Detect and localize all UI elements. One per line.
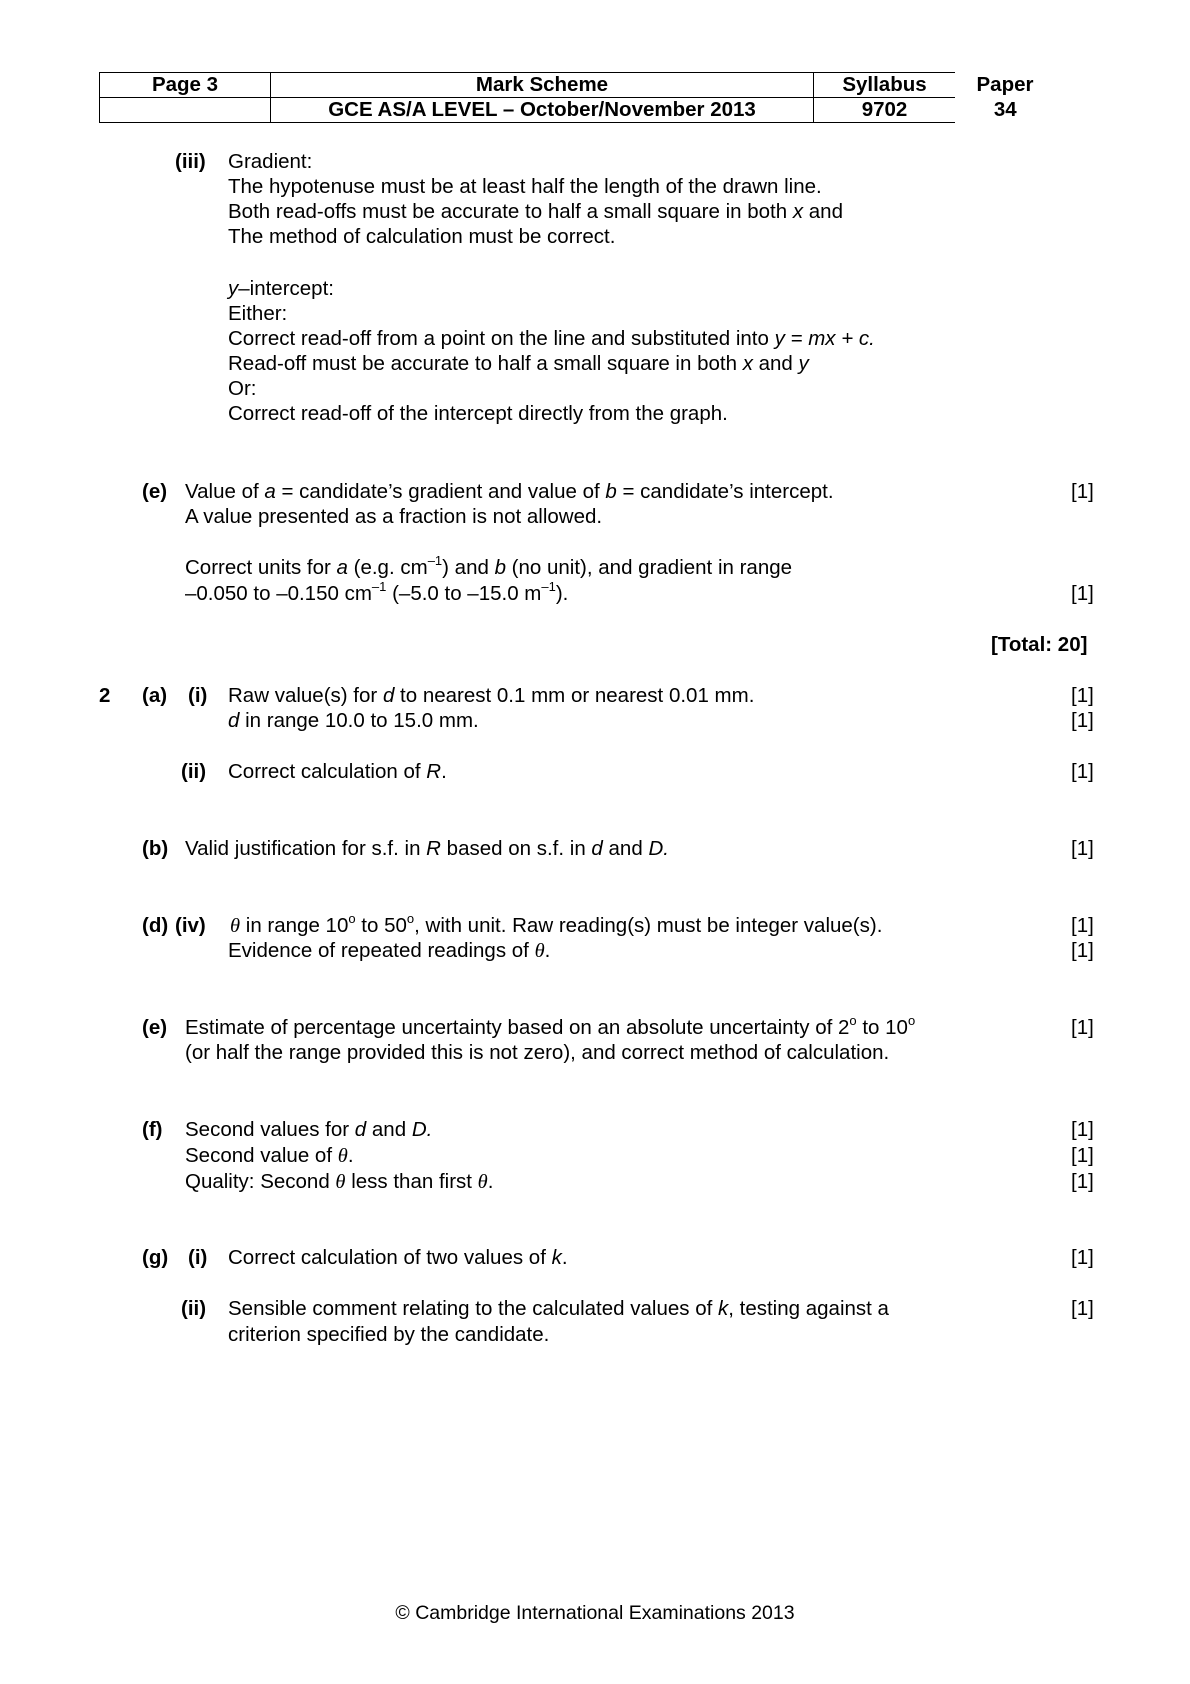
text-line: –0.050 to –0.150 $cm^{-1}$ (–5.0 to –15.0 $m^{-1}$). <box>185 579 569 605</box>
text-line: Correct read-off from a point on the line and substituted into y = mx + c. <box>228 327 875 350</box>
page-number: Page 3 <box>100 73 271 98</box>
paper-number: 34 <box>993 97 1017 121</box>
text-line: The method of calculation must be correct. <box>228 225 616 248</box>
mark: [1] <box>1071 1016 1094 1039</box>
text-line: Valid justification for s.f. in R based on s.f. in d and D. <box>185 837 669 860</box>
header-table <box>99 72 1056 123</box>
part-label: (b) <box>142 837 169 860</box>
syllabus-code: 9702 <box>814 98 956 123</box>
mark: [1] <box>1071 914 1094 937</box>
text-line: Correct units for a (e.g. $cm^{-1}$) and b (no unit), and gradient in range <box>185 553 793 579</box>
empty-cell <box>100 98 271 123</box>
text-line: Raw value(s) for d to nearest 0.1 mm or nearest 0.01 mm. <box>228 684 755 707</box>
text-line: (or half the range provided this is not zero), and correct method of calculation. <box>185 1041 890 1064</box>
part-label: (g) <box>142 1246 169 1269</box>
mark: [1] <box>1071 684 1094 707</box>
mark: [1] <box>1071 582 1094 605</box>
text-line: Second values for d and D. <box>185 1118 433 1141</box>
text-line: Or: <box>228 377 257 400</box>
mark: [1] <box>1071 837 1094 860</box>
exam-session: GCE AS/A LEVEL – October/November 2013 <box>271 98 814 123</box>
text-line: criterion specified by the candidate. <box>228 1323 550 1346</box>
text-line: The hypotenuse must be at least half the length of the drawn line. <box>228 175 822 198</box>
text-line: Both read-offs must be accurate to half a small square in both x and <box>228 200 843 223</box>
part-label: (e) <box>142 480 168 503</box>
yintercept-heading: y–intercept: <box>228 277 334 300</box>
mark: [1] <box>1071 709 1094 732</box>
text-line: Read-off must be accurate to half a small square in both x and y <box>228 352 809 375</box>
mark: [1] <box>1071 1118 1094 1141</box>
total-marks: [Total: 20] <box>991 633 1088 656</box>
text-line: Correct read-off of the intercept directly from the graph. <box>228 402 728 425</box>
text-line: Value of a = candidate’s gradient and value of b = candidate’s intercept. <box>185 480 834 503</box>
part-label: (f) <box>142 1118 163 1141</box>
part-label: (d) <box>142 914 169 937</box>
paper-label: Paper <box>976 72 1034 96</box>
subpart-label: (iv) <box>175 914 206 937</box>
part-label: (e) <box>142 1016 168 1039</box>
text-line: Evidence of repeated readings of θ. <box>228 939 551 962</box>
text-line: Estimate of percentage uncertainty based on an absolute uncertainty of 2$^o$ to 10$^o$ <box>185 1013 916 1039</box>
part-label: (a) <box>142 684 168 707</box>
document-title: Mark Scheme <box>271 73 814 98</box>
mark: [1] <box>1071 1170 1094 1193</box>
text-line: Sensible comment relating to the calculated values of k, testing against a <box>228 1297 889 1320</box>
subpart-label: (i) <box>188 1246 208 1269</box>
subpart-label: (i) <box>188 684 208 707</box>
text-line: Quality: Second θ less than first θ. <box>185 1170 494 1193</box>
text-line: Second value of θ. <box>185 1144 354 1167</box>
gradient-heading: Gradient: <box>228 150 313 173</box>
mark: [1] <box>1071 1246 1094 1269</box>
mark: [1] <box>1071 480 1094 503</box>
mark: [1] <box>1071 939 1094 962</box>
text-line: A value presented as a fraction is not allowed. <box>185 505 603 528</box>
text-line: Correct calculation of R. <box>228 760 447 783</box>
text-line: Either: <box>228 302 288 325</box>
text-line: θ in range 10$^o$ to 50$^o$, with unit. Raw reading(s) must be integer value(s). <box>230 911 883 937</box>
text-line: d in range 10.0 to 15.0 mm. <box>228 709 479 732</box>
mark: [1] <box>1071 760 1094 783</box>
mark: [1] <box>1071 1297 1094 1320</box>
copyright-footer: © Cambridge International Examinations 2013 <box>395 1602 795 1624</box>
subpart-label: (ii) <box>181 1297 207 1320</box>
part-label: (iii) <box>175 150 206 173</box>
mark: [1] <box>1071 1144 1094 1167</box>
text-line: Correct calculation of two values of k. <box>228 1246 568 1269</box>
syllabus-label: Syllabus <box>814 73 956 98</box>
subpart-label: (ii) <box>181 760 207 783</box>
question-number: 2 <box>99 684 111 707</box>
